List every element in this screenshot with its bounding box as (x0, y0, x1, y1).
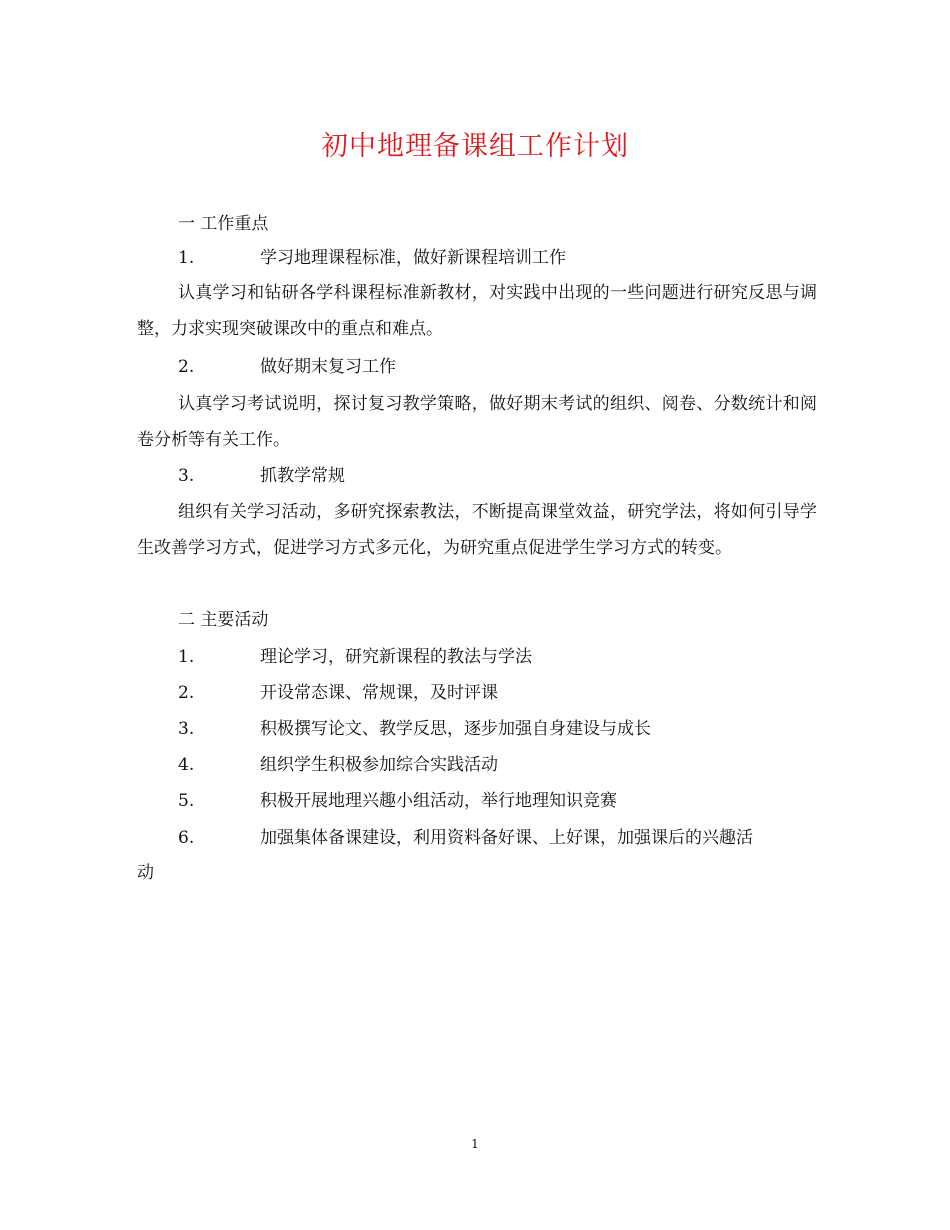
item-paragraph: 认真学习考试说明，探讨复习教学策略，做好期末考试的组织、阅卷、分数统计和阅卷分析等有关工作。 (137, 394, 817, 450)
item-number: 6. (178, 828, 195, 848)
item-title: 理论学习，研究新课程的教法与学法 (260, 647, 532, 667)
item-number: 1. (178, 647, 195, 667)
section-heading-main-activities: 二 主要活动 (178, 610, 269, 630)
item-title: 抓教学常规 (260, 466, 345, 486)
item-title: 学习地理课程标准，做好新课程培训工作 (260, 248, 566, 268)
item-title-continuation: 动 (137, 863, 154, 883)
item-paragraph: 组织有关学习活动，多研究探索教法，不断提高课堂效益，研究学法，将如何引导学生改善学习方式，促进学习方式多元化，为研究重点促进学生学习方式的转变。 (137, 502, 817, 558)
item-title: 积极撰写论文、教学反思，逐步加强自身建设与成长 (260, 719, 651, 739)
item-number: 2. (178, 357, 195, 377)
item-title: 加强集体备课建设，利用资料备好课、上好课，加强课后的兴趣活 (260, 828, 753, 848)
item-number: 2. (178, 683, 195, 703)
section-heading-work-focus: 一 工作重点 (178, 214, 269, 234)
item-number: 3. (178, 719, 195, 739)
item-title: 积极开展地理兴趣小组活动，举行地理知识竞赛 (260, 791, 617, 811)
item-paragraph: 认真学习和钻研各学科课程标准新教材，对实践中出现的一些问题进行研究反思与调整，力求实现突破课改中的重点和难点。 (137, 283, 817, 339)
page-number: 1 (471, 1137, 479, 1151)
item-title: 组织学生积极参加综合实践活动 (260, 755, 498, 775)
item-number: 4. (178, 755, 195, 775)
item-title: 做好期末复习工作 (260, 357, 396, 377)
item-number: 5. (178, 791, 195, 811)
item-number: 1. (178, 248, 195, 268)
item-number: 3. (178, 466, 195, 486)
item-title: 开设常态课、常规课，及时评课 (260, 683, 498, 703)
document-title: 初中地理备课组工作计划 (321, 131, 629, 162)
